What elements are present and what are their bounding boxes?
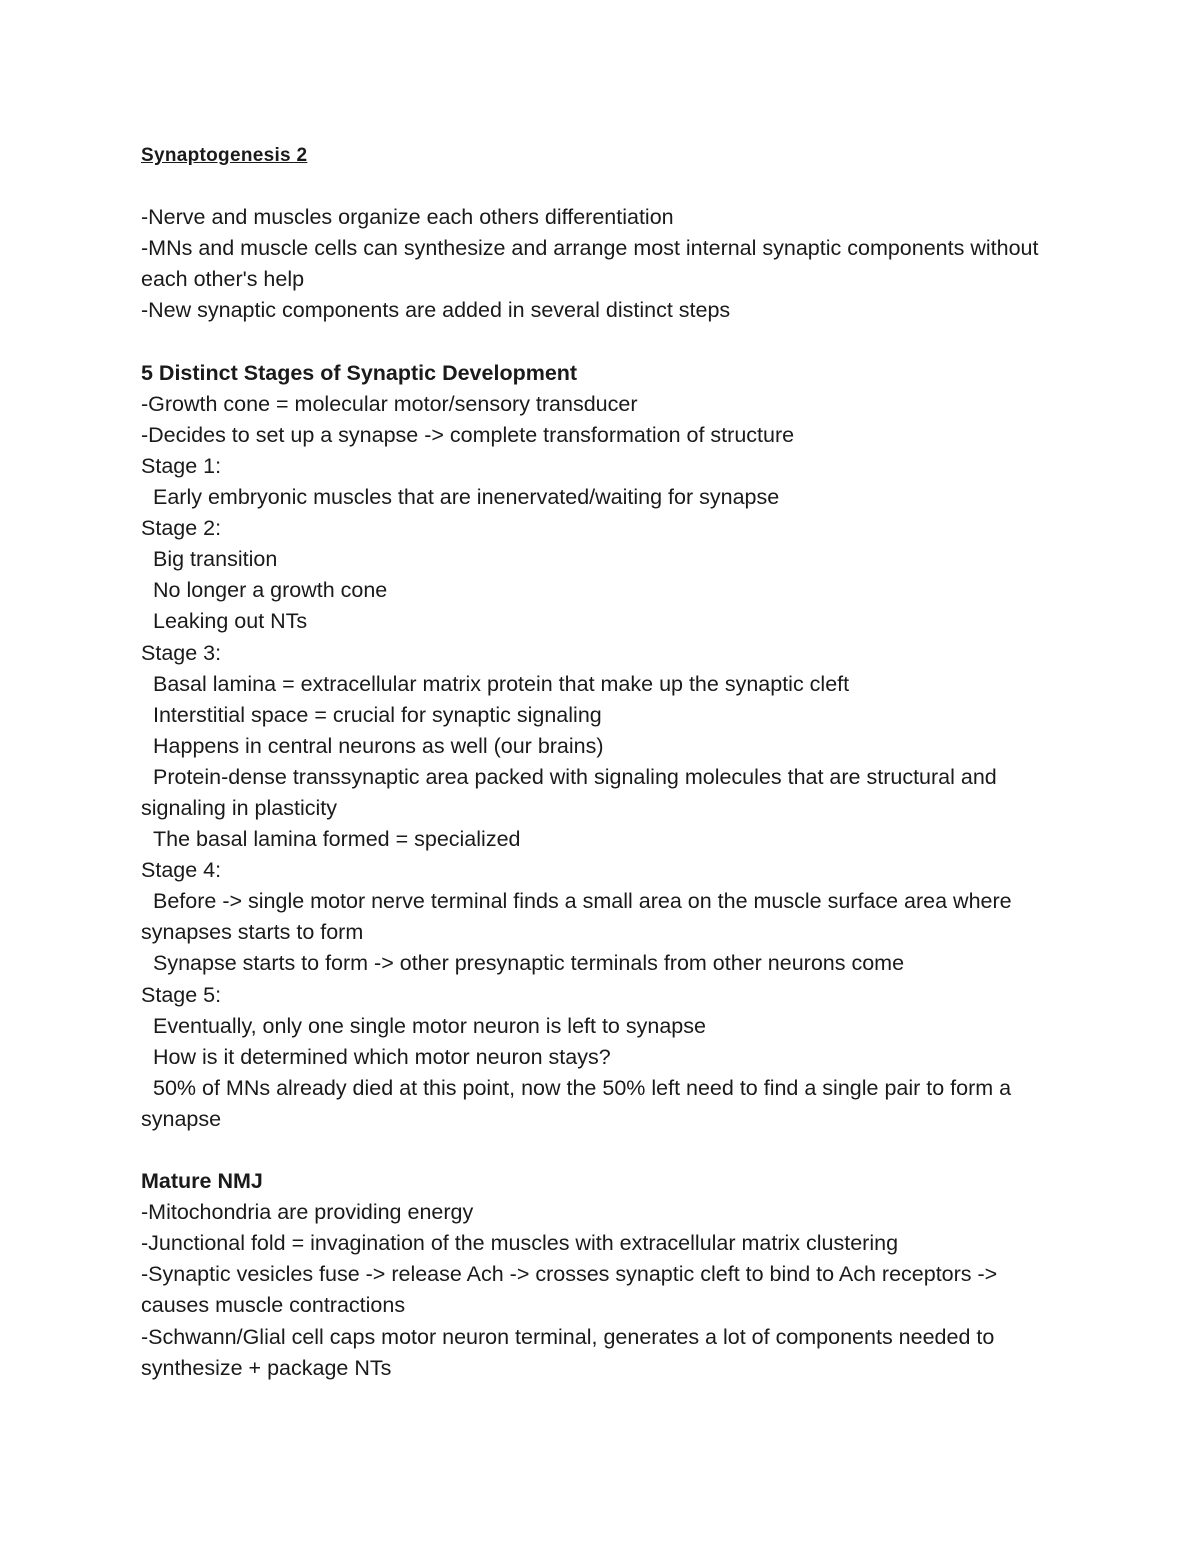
stage-item: Synapse starts to form -> other presynaptic terminals from other neurons come — [153, 951, 905, 976]
page-title: Synaptogenesis 2 — [141, 145, 308, 166]
document-page — [141, 140, 1071, 1384]
section-heading-mature-nmj: Mature NMJ — [141, 1169, 263, 1194]
stage-item: Protein-dense transsynaptic area packed with signaling molecules that are structural and signaling in plasticity — [141, 764, 997, 820]
spacer — [141, 171, 1071, 202]
stage-label: Stage 5: — [141, 982, 222, 1007]
stage-label: Stage 1: — [141, 453, 222, 478]
intro-line: -New synaptic components are added in several distinct steps — [141, 298, 731, 323]
section-bullet: -Decides to set up a synapse -> complete transformation of structure — [141, 422, 795, 447]
intro-line: -MNs and muscle cells can synthesize and arrange most internal synaptic components without each other's help — [141, 236, 1039, 292]
stage-item: Basal lamina = extracellular matrix protein that make up the synaptic cleft — [153, 671, 850, 696]
stage-item: The basal lamina formed = specialized — [153, 827, 521, 852]
stage-item: How is it determined which motor neuron stays? — [153, 1044, 611, 1069]
stage-label: Stage 4: — [141, 858, 222, 883]
section-bullet: -Junctional fold = invagination of the muscles with extracellular matrix clustering — [141, 1231, 899, 1256]
section-bullet: -Synaptic vesicles fuse -> release Ach -> crosses synaptic cleft to bind to Ach receptors -> causes muscle contractions — [141, 1262, 998, 1318]
stage-item: Happens in central neurons as well (our brains) — [153, 733, 604, 758]
stage-item: 50% of MNs already died at this point, now the 50% left need to find a single pair to form a synapse — [141, 1075, 1012, 1131]
stage-item: Leaking out NTs — [153, 609, 308, 634]
stage-item: Big transition — [153, 547, 278, 572]
stage-item: No longer a growth cone — [153, 578, 388, 603]
stage-label: Stage 2: — [141, 516, 222, 541]
section-bullet: -Growth cone = molecular motor/sensory transducer — [141, 391, 638, 416]
stage-item: Early embryonic muscles that are inenervated/waiting for synapse — [153, 485, 780, 510]
stage-item: Interstitial space = crucial for synaptic signaling — [153, 702, 602, 727]
spacer — [141, 1135, 1071, 1166]
section-bullet: -Mitochondria are providing energy — [141, 1200, 474, 1225]
section-bullet: -Schwann/Glial cell caps motor neuron terminal, generates a lot of components needed to synthesize + package NTs — [141, 1324, 995, 1380]
stage-item: Eventually, only one single motor neuron is left to synapse — [153, 1013, 706, 1038]
intro-line: -Nerve and muscles organize each others differentiation — [141, 205, 674, 230]
stage-label: Stage 3: — [141, 640, 222, 665]
spacer — [141, 327, 1071, 358]
stage-item: Before -> single motor nerve terminal finds a small area on the muscle surface area where synapses starts to form — [141, 889, 1012, 945]
section-heading-stages: 5 Distinct Stages of Synaptic Development — [141, 360, 578, 385]
